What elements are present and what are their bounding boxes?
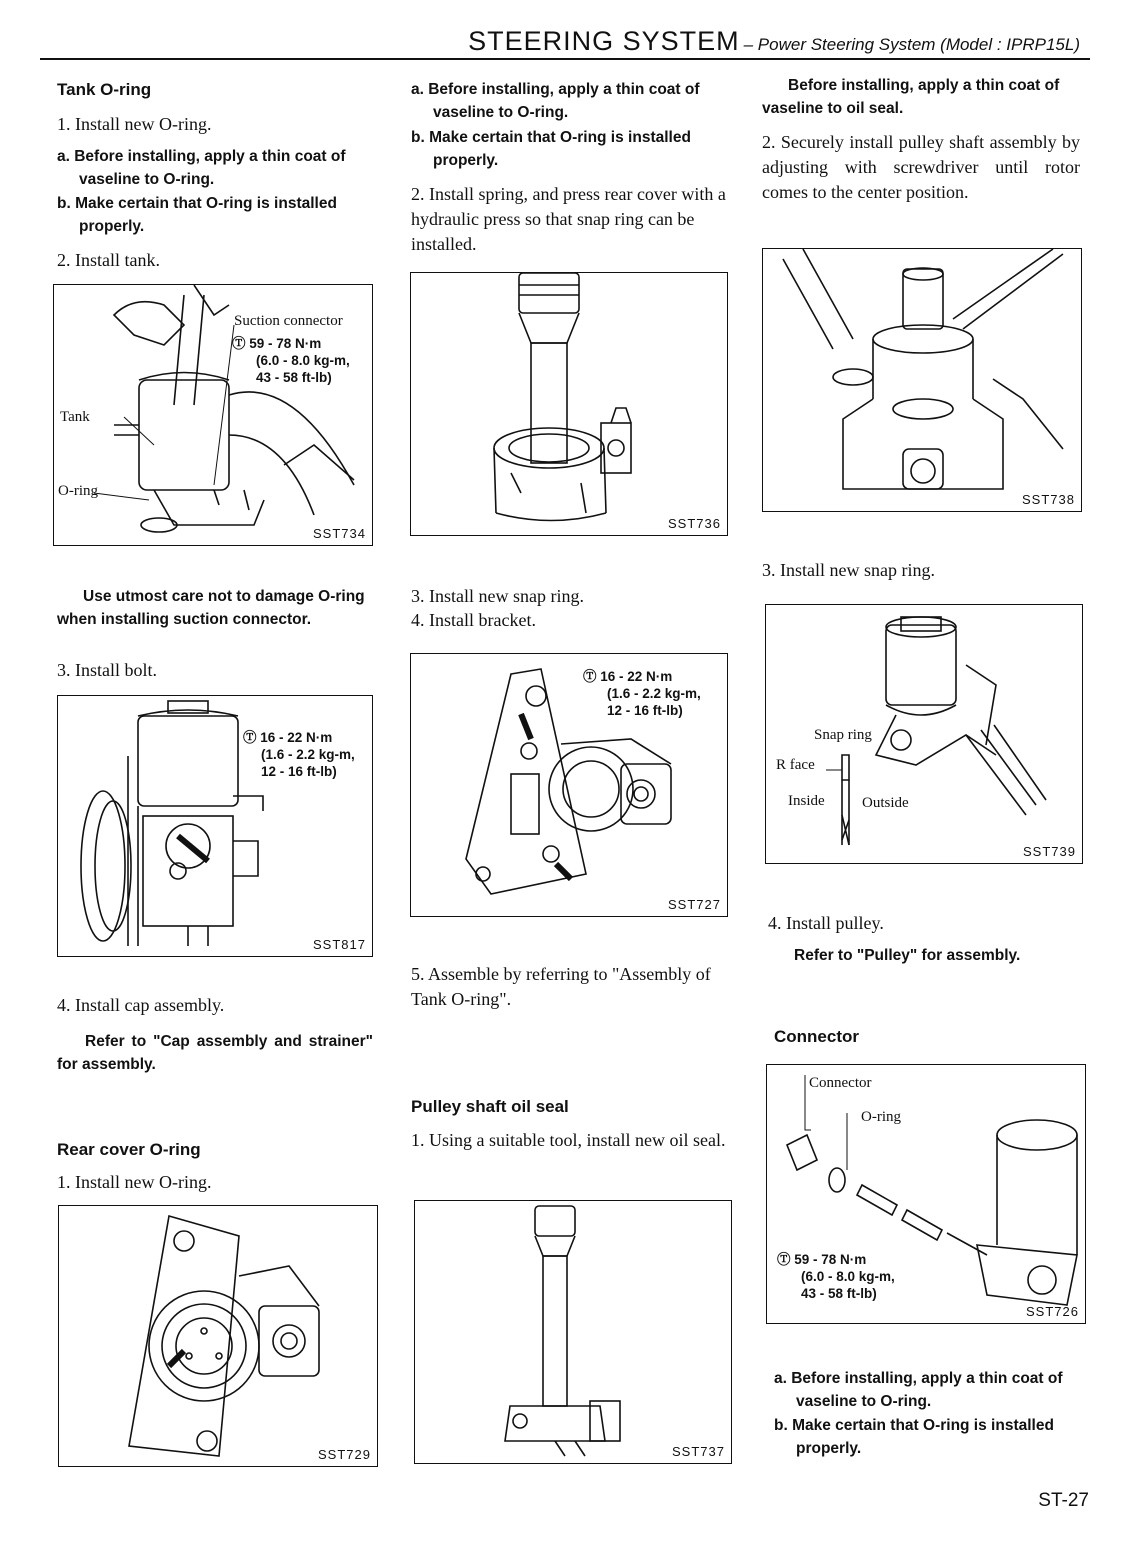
step-install-oring: 1. Install new O-ring.	[57, 114, 212, 134]
step-install-oil-seal: 1. Using a suitable tool, install new oil seal.	[411, 1130, 726, 1150]
label-inside: Inside	[788, 793, 825, 809]
figure-id: SST739	[1023, 844, 1076, 859]
figure-id: SST817	[313, 937, 366, 952]
figure-id: SST737	[672, 1444, 725, 1459]
label-tank: Tank	[60, 409, 90, 425]
figure-id: SST736	[668, 516, 721, 531]
caution-suction-connector: Use utmost care not to damage O-ring when installing suction connector.	[57, 588, 365, 628]
figure-sst738	[762, 248, 1082, 512]
label-connector: Connector	[809, 1075, 872, 1091]
step-install-pulley: 4. Install pulley.	[768, 913, 884, 933]
figure-sst817	[57, 695, 373, 957]
torque-icon: Ⓣ	[777, 1252, 795, 1267]
oil-seal-illustration	[415, 1201, 731, 1463]
figure-sst729	[58, 1205, 378, 1467]
note-installed-properly: b. Make certain that O-ring is installed properly.	[411, 129, 691, 169]
heading-rear-cover-oring: Rear cover O-ring	[57, 1140, 201, 1159]
torque-ftlb: 43 - 58 ft-lb)	[256, 370, 332, 385]
page-header	[40, 18, 1090, 60]
step-install-pulley-shaft: 2. Securely install pulley shaft assembly by adjusting with screwdriver until rotor comes to the center position.	[762, 132, 1080, 202]
torque-ftlb: 12 - 16 ft-lb)	[261, 764, 337, 779]
figure-id: SST729	[318, 1447, 371, 1462]
label-oring: O-ring	[58, 483, 98, 499]
ref-cap-assembly: Refer to "Cap assembly and strainer" for assembly.	[57, 1033, 373, 1073]
figure-sst726	[766, 1064, 1086, 1324]
figure-sst736	[410, 272, 728, 536]
step-rear-install-oring: 1. Install new O-ring.	[57, 1172, 212, 1192]
step-install-cap: 4. Install cap assembly.	[57, 995, 225, 1015]
torque-spec	[777, 1251, 895, 1302]
note-installed-properly: b. Make certain that O-ring is installed properly.	[57, 195, 337, 235]
torque-kgm: (6.0 - 8.0 kg-m,	[256, 353, 350, 368]
note-vaseline: a. Before installing, apply a thin coat of vaseline to O-ring.	[411, 81, 700, 121]
torque-spec	[243, 729, 355, 780]
step-install-spring: 2. Install spring, and press rear cover with a hydraulic press so that snap ring can be installed.	[411, 184, 726, 254]
note-installed-properly: b. Make certain that O-ring is installed properly.	[774, 1417, 1054, 1457]
figure-sst734	[53, 284, 373, 546]
step-install-snap-ring: 3. Install new snap ring.	[411, 586, 584, 606]
figure-sst727	[410, 653, 728, 917]
figure-id: SST734	[313, 526, 366, 541]
label-outside: Outside	[862, 795, 909, 811]
torque-icon: Ⓣ	[583, 669, 601, 684]
torque-nm: 16 - 22 N·m	[260, 730, 333, 745]
figure-id: SST726	[1026, 1304, 1079, 1319]
section-title: STEERING SYSTEM	[468, 26, 740, 56]
torque-ftlb: 43 - 58 ft-lb)	[801, 1286, 877, 1301]
heading-pulley-shaft-oil-seal: Pulley shaft oil seal	[411, 1097, 569, 1116]
press-illustration	[411, 273, 727, 535]
torque-nm: 59 - 78 N·m	[794, 1252, 867, 1267]
torque-nm: 16 - 22 N·m	[600, 669, 673, 684]
torque-spec	[232, 335, 350, 386]
header-title	[468, 26, 1080, 57]
torque-spec	[583, 668, 701, 719]
figure-id: SST727	[668, 897, 721, 912]
heading-tank-oring: Tank O-ring	[57, 80, 152, 99]
torque-kgm: (1.6 - 2.2 kg-m,	[261, 747, 355, 762]
figure-sst739	[765, 604, 1083, 864]
step-install-snap-ring: 3. Install new snap ring.	[762, 560, 935, 580]
step-install-tank: 2. Install tank.	[57, 250, 160, 270]
label-snap-ring: Snap ring	[814, 727, 872, 743]
torque-icon: Ⓣ	[232, 336, 250, 351]
note-vaseline: a. Before installing, apply a thin coat of vaseline to O-ring.	[57, 148, 346, 188]
step-assemble-reference: 5. Assemble by referring to "Assembly of Tank O-ring".	[411, 964, 711, 1009]
label-oring: O-ring	[861, 1109, 901, 1125]
torque-kgm: (1.6 - 2.2 kg-m,	[607, 686, 701, 701]
page-number: ST-27	[1038, 1490, 1089, 1511]
step-install-bolt: 3. Install bolt.	[57, 660, 157, 680]
label-suction-connector: Suction connector	[234, 313, 343, 329]
torque-nm: 59 - 78 N·m	[249, 336, 322, 351]
pulley-shaft-illustration	[763, 249, 1081, 511]
note-vaseline: a. Before installing, apply a thin coat of vaseline to O-ring.	[774, 1370, 1063, 1410]
torque-ftlb: 12 - 16 ft-lb)	[607, 703, 683, 718]
step-install-bracket: 4. Install bracket.	[411, 610, 536, 630]
torque-icon: Ⓣ	[243, 730, 261, 745]
section-subtitle: – Power Steering System (Model : IPRP15L)	[743, 35, 1080, 54]
torque-kgm: (6.0 - 8.0 kg-m,	[801, 1269, 895, 1284]
heading-connector: Connector	[774, 1027, 859, 1046]
ref-pulley: Refer to "Pulley" for assembly.	[794, 947, 1021, 964]
figure-id: SST738	[1022, 492, 1075, 507]
note-vaseline-oil-seal: Before installing, apply a thin coat of vaseline to oil seal.	[762, 77, 1060, 117]
figure-sst737	[414, 1200, 732, 1464]
label-r-face: R face	[776, 757, 815, 773]
rear-cover-illustration	[59, 1206, 377, 1466]
